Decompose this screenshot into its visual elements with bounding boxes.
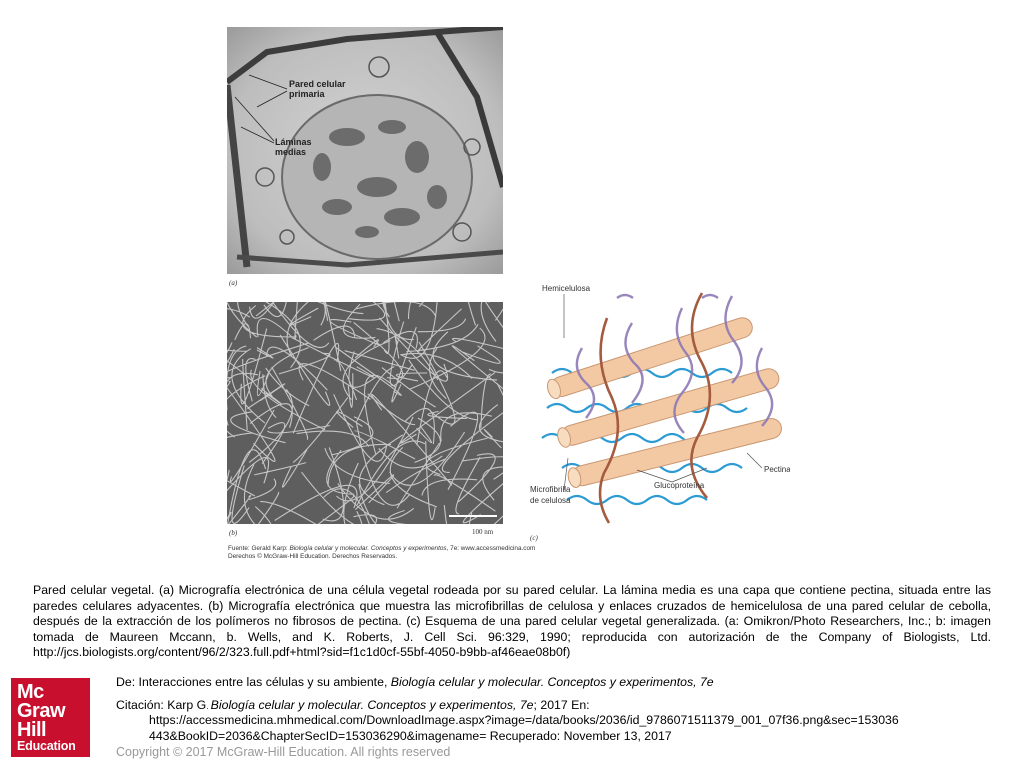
panel-tag-b: (b) [229,529,238,537]
label-hemicellulose: Hemicelulosa [542,284,591,293]
label-pectin: Pectina [764,465,790,474]
label-microfibril: Microfibrilla de celulosa [530,485,571,505]
micrograph-a [227,27,503,274]
cellulose-microfibrils [545,315,783,489]
panel-tag-a: (a) [229,279,238,287]
scale-bar-label: 100 nm [472,528,494,536]
label-glycoprotein: Glucoproteína [654,481,705,490]
cell-wall-schematic [522,278,790,544]
citation-line: Citación: Karp G. Biología celular y molecular. Conceptos y experimentos, 7e; 2017 En: [116,698,590,712]
micrograph-b [227,302,503,524]
panel-tag-c: (c) [530,534,538,542]
from-line: De: Interacciones entre las células y su ambiente, Biología celular y molecular. Conceptos y experimentos, 7e [116,675,714,689]
mcgraw-hill-logo: Mc Graw Hill Education [11,678,90,757]
label-primary-wall: Pared celular primaria [289,79,346,99]
citation-url[interactable]: https://accessmedicina.mhmedical.com/DownloadImage.aspx?image=/data/books/2036/id_9786071511379_001_07f36.png&sec=153036 443&BookID=2036&ChapterSecID=153036290&imagename= Recuperado: November 13, 2017 [149,713,899,743]
figure-caption: Pared celular vegetal. (a) Micrografía electrónica de una célula vegetal rodeada por su pared celular. La lámina media es una capa que contiene pectina, situada entre las paredes celulares adyacentes. (b) Micrografía electrónica que muestra las microfibrillas de celulosa y enlaces cruzados de hemicelulosa de una pared celular de cebolla, después de la extracción de los polímeros no fibrosos de pectina. (c) Esquema de una pared celular vegetal generalizada. (a: Omikron/Photo Researchers, Inc.; b: imagen tomada de Maureen Mccann, b. Wells, and K. Roberts, J. Cell Sci. 96:329, 1990; reproducida con autorización de the Company of Biologists, Ltd. http://jcs.biologists.org/content/96/2/323.full.pdf+html?sid=f1c1d0cf-55bf-4050-b9bb-af46eae08b0f) [33,583,991,660]
figure-source: Fuente: Gerald Karp: Biología celular y molecular. Conceptos y experimentos, 7e: www.accessmedicina.com Derechos © McGraw-Hill Education. Derechos Reservados. [228,545,536,560]
label-middle-lamella: Láminas medias [275,137,312,157]
copyright-notice: Copyright © 2017 McGraw-Hill Education. All rights reserved [116,745,451,759]
